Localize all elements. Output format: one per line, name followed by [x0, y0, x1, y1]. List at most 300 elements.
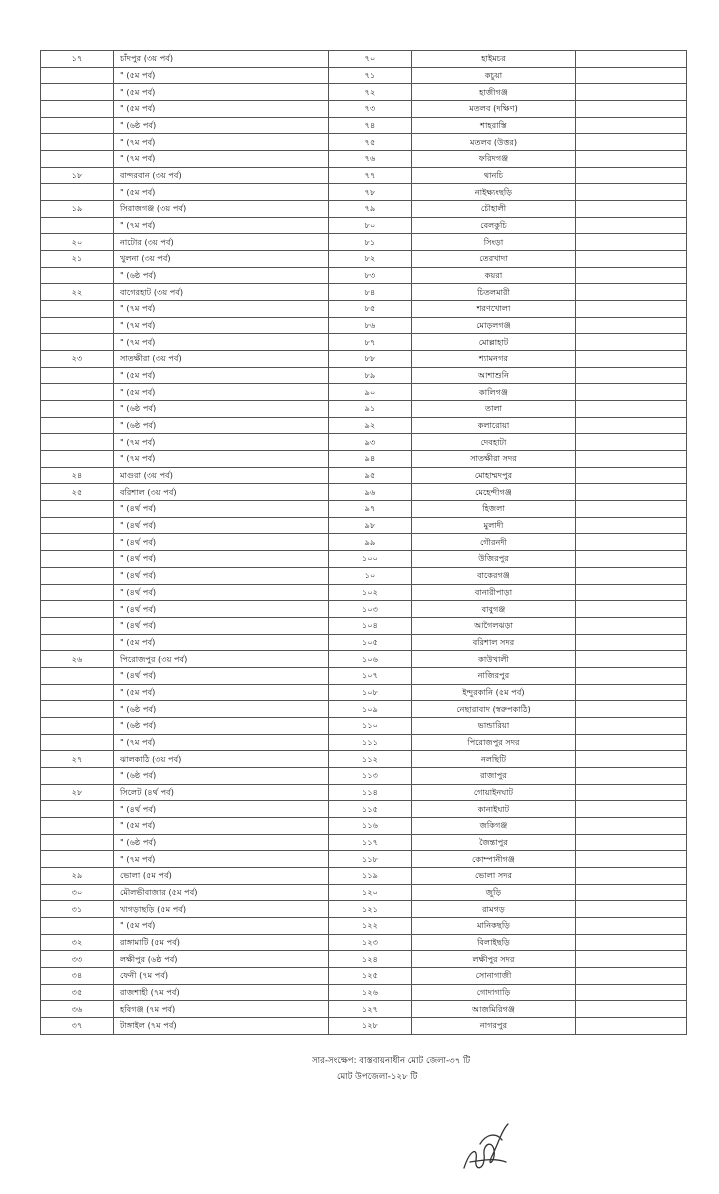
district-cell: " (৫ম পর্ব) [114, 367, 329, 384]
upazila-name-cell: মেহেন্দীগঞ্জ [412, 484, 576, 501]
upazila-number-cell: ১১৩ [329, 767, 412, 784]
upazila-name-cell: গোয়াইনঘাট [412, 784, 576, 801]
district-cell: " (৭ম পর্ব) [114, 217, 329, 234]
upazila-number-cell: ১১২ [329, 751, 412, 768]
serial-cell [41, 401, 114, 418]
blank-cell [576, 484, 687, 501]
blank-cell [576, 1017, 687, 1034]
district-cell: " (৭ম পর্ব) [114, 134, 329, 151]
district-cell: লক্ষীপুর (৬ষ্ঠ পর্ব) [114, 951, 329, 968]
serial-cell: ৩১ [41, 901, 114, 918]
upazila-number-cell: ৮৬ [329, 317, 412, 334]
upazila-name-cell: তালা [412, 401, 576, 418]
district-cell: খুলনা (৩য় পর্ব) [114, 251, 329, 268]
blank-cell [576, 901, 687, 918]
serial-cell: ৩৭ [41, 1017, 114, 1034]
serial-cell: ২৫ [41, 484, 114, 501]
upazila-number-cell: ১২০ [329, 884, 412, 901]
upazila-number-cell: ১২৪ [329, 951, 412, 968]
serial-cell [41, 84, 114, 101]
district-cell: " (৪র্থ পর্ব) [114, 801, 329, 818]
blank-cell [576, 217, 687, 234]
district-cell: বান্দরবান (৩য় পর্ব) [114, 167, 329, 184]
upazila-number-cell: ৮৭ [329, 334, 412, 351]
upazila-name-cell: থানচি [412, 167, 576, 184]
district-cell: " (৪র্থ পর্ব) [114, 501, 329, 518]
upazila-number-cell: ৭২ [329, 84, 412, 101]
upazila-number-cell: ১২১ [329, 901, 412, 918]
table-row [41, 1001, 687, 1018]
table-row [41, 401, 687, 418]
serial-cell [41, 217, 114, 234]
upazila-name-cell: হিজলা [412, 501, 576, 518]
serial-cell: ৩৬ [41, 1001, 114, 1018]
upazila-name-cell: গৌরনদী [412, 534, 576, 551]
blank-cell [576, 951, 687, 968]
serial-cell [41, 451, 114, 468]
serial-cell [41, 501, 114, 518]
upazila-name-cell: আজমিরিগঞ্জ [412, 1001, 576, 1018]
table-row [41, 984, 687, 1001]
upazila-name-cell: হাজীগঞ্জ [412, 84, 576, 101]
blank-cell [576, 884, 687, 901]
upazila-name-cell: মোড়লগঞ্জ [412, 317, 576, 334]
table-row [41, 867, 687, 884]
blank-cell [576, 517, 687, 534]
signature [456, 1110, 516, 1180]
upazila-number-cell: ৮৮ [329, 351, 412, 368]
district-cell: সাতক্ষীরা (৩য় পর্ব) [114, 351, 329, 368]
blank-cell [576, 834, 687, 851]
blank-cell [576, 467, 687, 484]
upazila-number-cell: ৭৭ [329, 167, 412, 184]
summary [312, 1053, 470, 1085]
blank-cell [576, 317, 687, 334]
upazila-number-cell: ১২৮ [329, 1017, 412, 1034]
district-cell: " (৭ম পর্ব) [114, 434, 329, 451]
district-cell: বাগেরহাট (৩য় পর্ব) [114, 284, 329, 301]
serial-cell: ১৯ [41, 201, 114, 218]
district-cell: " (৬ষ্ঠ পর্ব) [114, 717, 329, 734]
table-row [41, 167, 687, 184]
table-row [41, 301, 687, 318]
upazila-name-cell: উজিরপুর [412, 551, 576, 568]
upazila-number-cell: ৯৩ [329, 434, 412, 451]
upazila-name-cell: আগৈলঝড়া [412, 617, 576, 634]
district-cell: " (৬ষ্ঠ পর্ব) [114, 417, 329, 434]
table-row [41, 234, 687, 251]
table-row [41, 84, 687, 101]
upazila-name-cell: নাইক্ষ্যংছড়ি [412, 184, 576, 201]
table-row [41, 651, 687, 668]
blank-cell [576, 84, 687, 101]
serial-cell: ৩৪ [41, 967, 114, 984]
blank-cell [576, 934, 687, 951]
district-cell: নাটোর (৩য় পর্ব) [114, 234, 329, 251]
blank-cell [576, 401, 687, 418]
table-row [41, 117, 687, 134]
upazila-number-cell: ১০০ [329, 551, 412, 568]
blank-cell [576, 634, 687, 651]
serial-cell [41, 601, 114, 618]
upazila-name-cell: ফরিদগঞ্জ [412, 151, 576, 168]
table-row [41, 834, 687, 851]
serial-cell [41, 817, 114, 834]
serial-cell [41, 801, 114, 818]
district-cell: " (৪র্থ পর্ব) [114, 601, 329, 618]
district-cell: " (৫ম পর্ব) [114, 634, 329, 651]
blank-cell [576, 301, 687, 318]
blank-cell [576, 51, 687, 68]
upazila-name-cell: কালিগঞ্জ [412, 384, 576, 401]
upazila-number-cell: ৯৭ [329, 501, 412, 518]
district-cell: ঝালকাঠি (৩য় পর্ব) [114, 751, 329, 768]
blank-cell [576, 751, 687, 768]
table-row [41, 134, 687, 151]
table-row [41, 701, 687, 718]
serial-cell [41, 517, 114, 534]
upazila-name-cell: মুলাদী [412, 517, 576, 534]
upazila-number-cell: ১২৩ [329, 934, 412, 951]
table-row [41, 717, 687, 734]
district-cell: " (৬ষ্ঠ পর্ব) [114, 267, 329, 284]
upazila-name-cell: সিংড়া [412, 234, 576, 251]
table-row [41, 567, 687, 584]
blank-cell [576, 417, 687, 434]
upazila-name-cell: হাইমচর [412, 51, 576, 68]
district-cell: " (৭ম পর্ব) [114, 151, 329, 168]
table-row [41, 451, 687, 468]
serial-cell: ২৭ [41, 751, 114, 768]
upazila-name-cell: কচুয়া [412, 67, 576, 84]
table-row [41, 517, 687, 534]
district-cell: " (৭ম পর্ব) [114, 734, 329, 751]
district-cell: হবিগঞ্জ (৭ম পর্ব) [114, 1001, 329, 1018]
district-cell: " (৭ম পর্ব) [114, 851, 329, 868]
table-row [41, 367, 687, 384]
upazila-name-cell: চিতলমারী [412, 284, 576, 301]
upazila-name-cell: বাবুগঞ্জ [412, 601, 576, 618]
upazila-number-cell: ৭৬ [329, 151, 412, 168]
upazila-number-cell: ৯৫ [329, 467, 412, 484]
upazila-name-cell: ইন্দুরকানি (৫ম পর্ব) [412, 684, 576, 701]
serial-cell [41, 434, 114, 451]
blank-cell [576, 501, 687, 518]
district-cell: খাগড়াছড়ি (৫ম পর্ব) [114, 901, 329, 918]
upazila-name-cell: কোম্পানীগঞ্জ [412, 851, 576, 868]
upazila-name-cell: জকিগঞ্জ [412, 817, 576, 834]
serial-cell: ২১ [41, 251, 114, 268]
upazila-name-cell: লক্ষীপুর সদর [412, 951, 576, 968]
upazila-number-cell: ১০২ [329, 584, 412, 601]
blank-cell [576, 534, 687, 551]
district-cell: " (৫ম পর্ব) [114, 917, 329, 934]
district-cell: " (৪র্থ পর্ব) [114, 534, 329, 551]
district-cell: " (৬ষ্ঠ পর্ব) [114, 701, 329, 718]
upazila-number-cell: ১২৫ [329, 967, 412, 984]
serial-cell [41, 584, 114, 601]
district-cell: চাঁদপুর (৩য় পর্ব) [114, 51, 329, 68]
district-cell: রাঙ্গামাটি (৫ম পর্ব) [114, 934, 329, 951]
upazila-name-cell: আশাশুনি [412, 367, 576, 384]
blank-cell [576, 601, 687, 618]
blank-cell [576, 167, 687, 184]
upazila-name-cell: মতলব (দক্ষিণ) [412, 101, 576, 118]
blank-cell [576, 234, 687, 251]
serial-cell: ২৩ [41, 351, 114, 368]
blank-cell [576, 267, 687, 284]
serial-cell [41, 534, 114, 551]
upazila-table-sheet [40, 50, 686, 1035]
serial-cell: ৩০ [41, 884, 114, 901]
summary-total-districts: সার-সংক্ষেপ: বাস্তবায়নাধীন মোট জেলা-৩৭ টি [312, 1056, 471, 1066]
district-cell: " (৭ম পর্ব) [114, 317, 329, 334]
district-cell: " (৭ম পর্ব) [114, 451, 329, 468]
upazila-number-cell: ১০ [329, 567, 412, 584]
district-cell: " (৬ষ্ঠ পর্ব) [114, 117, 329, 134]
serial-cell [41, 917, 114, 934]
upazila-number-cell: ৯০ [329, 384, 412, 401]
blank-cell [576, 851, 687, 868]
blank-cell [576, 334, 687, 351]
serial-cell [41, 301, 114, 318]
district-cell: " (৪র্থ পর্ব) [114, 667, 329, 684]
upazila-name-cell: জুড়ি [412, 884, 576, 901]
serial-cell [41, 567, 114, 584]
blank-cell [576, 117, 687, 134]
blank-cell [576, 984, 687, 1001]
table-row [41, 284, 687, 301]
upazila-number-cell: ১১৭ [329, 834, 412, 851]
table-row [41, 934, 687, 951]
upazila-number-cell: ৯৮ [329, 517, 412, 534]
serial-cell: ২৪ [41, 467, 114, 484]
upazila-name-cell: কানাইঘাট [412, 801, 576, 818]
blank-cell [576, 184, 687, 201]
upazila-number-cell: ১০৪ [329, 617, 412, 634]
table-row [41, 734, 687, 751]
blank-cell [576, 967, 687, 984]
serial-cell [41, 117, 114, 134]
upazila-name-cell: নেছারাবাদ (স্বরুপকাঠি) [412, 701, 576, 718]
upazila-number-cell: ৯১ [329, 401, 412, 418]
blank-cell [576, 717, 687, 734]
blank-cell [576, 384, 687, 401]
serial-cell [41, 851, 114, 868]
district-cell: রাজশাহী (৭ম পর্ব) [114, 984, 329, 1001]
upazila-name-cell: সাতক্ষীরা সদর [412, 451, 576, 468]
blank-cell [576, 784, 687, 801]
upazila-number-cell: ১০৮ [329, 684, 412, 701]
serial-cell [41, 701, 114, 718]
blank-cell [576, 867, 687, 884]
serial-cell: ২২ [41, 284, 114, 301]
table-row [41, 884, 687, 901]
table-row [41, 751, 687, 768]
upazila-name-cell: কলারোয়া [412, 417, 576, 434]
serial-cell [41, 184, 114, 201]
district-cell: মৌলভীবাজার (৫ম পর্ব) [114, 884, 329, 901]
blank-cell [576, 584, 687, 601]
table-row [41, 501, 687, 518]
district-cell: টাঙ্গাইল (৭ম পর্ব) [114, 1017, 329, 1034]
blank-cell [576, 134, 687, 151]
table-row [41, 767, 687, 784]
summary-total-upazilas: মোট উপজেলা-১২৮ টি [337, 1072, 418, 1082]
table-row [41, 317, 687, 334]
district-cell: পিরোজপুর (৩য় পর্ব) [114, 651, 329, 668]
serial-cell: ৩২ [41, 934, 114, 951]
upazila-number-cell: ৭১ [329, 67, 412, 84]
upazila-table [40, 50, 687, 1035]
upazila-name-cell: দেবহাটা [412, 434, 576, 451]
blank-cell [576, 734, 687, 751]
upazila-number-cell: ১০৬ [329, 651, 412, 668]
blank-cell [576, 101, 687, 118]
upazila-name-cell: বানারীপাড়া [412, 584, 576, 601]
district-cell: মাগুরা (৩য় পর্ব) [114, 467, 329, 484]
upazila-name-cell: শরণখোলা [412, 301, 576, 318]
blank-cell [576, 801, 687, 818]
blank-cell [576, 67, 687, 84]
upazila-name-cell: নলছিটি [412, 751, 576, 768]
district-cell: " (৫ম পর্ব) [114, 101, 329, 118]
upazila-name-cell: চৌহালী [412, 201, 576, 218]
upazila-number-cell: ৮০ [329, 217, 412, 234]
upazila-name-cell: মোল্লাহাট [412, 334, 576, 351]
serial-cell [41, 667, 114, 684]
serial-cell [41, 334, 114, 351]
upazila-number-cell: ৯৬ [329, 484, 412, 501]
district-cell: " (৪র্থ পর্ব) [114, 517, 329, 534]
serial-cell: ১৭ [41, 51, 114, 68]
district-cell: " (৬ষ্ঠ পর্ব) [114, 767, 329, 784]
district-cell: " (৫ম পর্ব) [114, 84, 329, 101]
upazila-name-cell: নাগরপুর [412, 1017, 576, 1034]
table-row [41, 1017, 687, 1034]
upazila-number-cell: ৮১ [329, 234, 412, 251]
blank-cell [576, 817, 687, 834]
blank-cell [576, 284, 687, 301]
upazila-name-cell: তেরখাদা [412, 251, 576, 268]
upazila-number-cell: ৭৮ [329, 184, 412, 201]
district-cell: " (৪র্থ পর্ব) [114, 551, 329, 568]
table-row [41, 67, 687, 84]
serial-cell [41, 734, 114, 751]
upazila-number-cell: ১১১ [329, 734, 412, 751]
table-row [41, 917, 687, 934]
upazila-number-cell: ৮৪ [329, 284, 412, 301]
serial-cell: ২৮ [41, 784, 114, 801]
upazila-name-cell: সোনাগাজী [412, 967, 576, 984]
table-row [41, 684, 687, 701]
serial-cell [41, 767, 114, 784]
upazila-name-cell: বিলাইছড়ি [412, 934, 576, 951]
blank-cell [576, 201, 687, 218]
table-row [41, 801, 687, 818]
table-row [41, 851, 687, 868]
district-cell: " (৫ম পর্ব) [114, 817, 329, 834]
upazila-number-cell: ৯৯ [329, 534, 412, 551]
upazila-number-cell: ৭৫ [329, 134, 412, 151]
upazila-number-cell: ১০৩ [329, 601, 412, 618]
serial-cell [41, 717, 114, 734]
table-row [41, 534, 687, 551]
upazila-name-cell: জৈন্তাপুর [412, 834, 576, 851]
table-row [41, 617, 687, 634]
serial-cell: ২০ [41, 234, 114, 251]
upazila-name-cell: মতলব (উত্তর) [412, 134, 576, 151]
upazila-name-cell: শ্যামনগর [412, 351, 576, 368]
upazila-name-cell: গোদাগাড়ি [412, 984, 576, 1001]
serial-cell: ২৯ [41, 867, 114, 884]
district-cell: " (৫ম পর্ব) [114, 384, 329, 401]
blank-cell [576, 651, 687, 668]
serial-cell [41, 834, 114, 851]
blank-cell [576, 551, 687, 568]
blank-cell [576, 451, 687, 468]
table-row [41, 201, 687, 218]
district-cell: " (৪র্থ পর্ব) [114, 567, 329, 584]
district-cell: সিলেট (৪র্থ পর্ব) [114, 784, 329, 801]
upazila-number-cell: ১২২ [329, 917, 412, 934]
district-cell: বরিশাল (৩য় পর্ব) [114, 484, 329, 501]
serial-cell [41, 367, 114, 384]
table-row [41, 967, 687, 984]
serial-cell: ৩৫ [41, 984, 114, 1001]
serial-cell: ১৮ [41, 167, 114, 184]
blank-cell [576, 667, 687, 684]
upazila-number-cell: ৮৩ [329, 267, 412, 284]
upazila-number-cell: ১০৫ [329, 634, 412, 651]
table-row [41, 817, 687, 834]
table-row [41, 901, 687, 918]
upazila-name-cell: কয়রা [412, 267, 576, 284]
upazila-number-cell: ১১৮ [329, 851, 412, 868]
table-row [41, 634, 687, 651]
district-cell: " (৫ম পর্ব) [114, 184, 329, 201]
upazila-number-cell: ৭০ [329, 51, 412, 68]
blank-cell [576, 367, 687, 384]
district-cell: ভোলা (৫ম পর্ব) [114, 867, 329, 884]
district-cell: " (৬ষ্ঠ পর্ব) [114, 834, 329, 851]
upazila-number-cell: ১২৭ [329, 1001, 412, 1018]
table-row [41, 484, 687, 501]
upazila-number-cell: ১০৯ [329, 701, 412, 718]
upazila-name-cell: নাজিরপুর [412, 667, 576, 684]
upazila-name-cell: রামগড় [412, 901, 576, 918]
blank-cell [576, 684, 687, 701]
serial-cell: ২৬ [41, 651, 114, 668]
upazila-number-cell: ১১৫ [329, 801, 412, 818]
district-cell: সিরাজগঞ্জ (৩য় পর্ব) [114, 201, 329, 218]
upazila-number-cell: ১২৬ [329, 984, 412, 1001]
serial-cell [41, 317, 114, 334]
district-cell: ফেনী (৭ম পর্ব) [114, 967, 329, 984]
upazila-name-cell: শাহরাস্তি [412, 117, 576, 134]
serial-cell [41, 151, 114, 168]
table-row [41, 334, 687, 351]
blank-cell [576, 151, 687, 168]
table-row [41, 217, 687, 234]
upazila-number-cell: ৯৪ [329, 451, 412, 468]
upazila-name-cell: মানিকছড়ি [412, 917, 576, 934]
table-row [41, 51, 687, 68]
upazila-number-cell: ১০৭ [329, 667, 412, 684]
table-row [41, 351, 687, 368]
serial-cell [41, 617, 114, 634]
upazila-name-cell: বেলকুচি [412, 217, 576, 234]
